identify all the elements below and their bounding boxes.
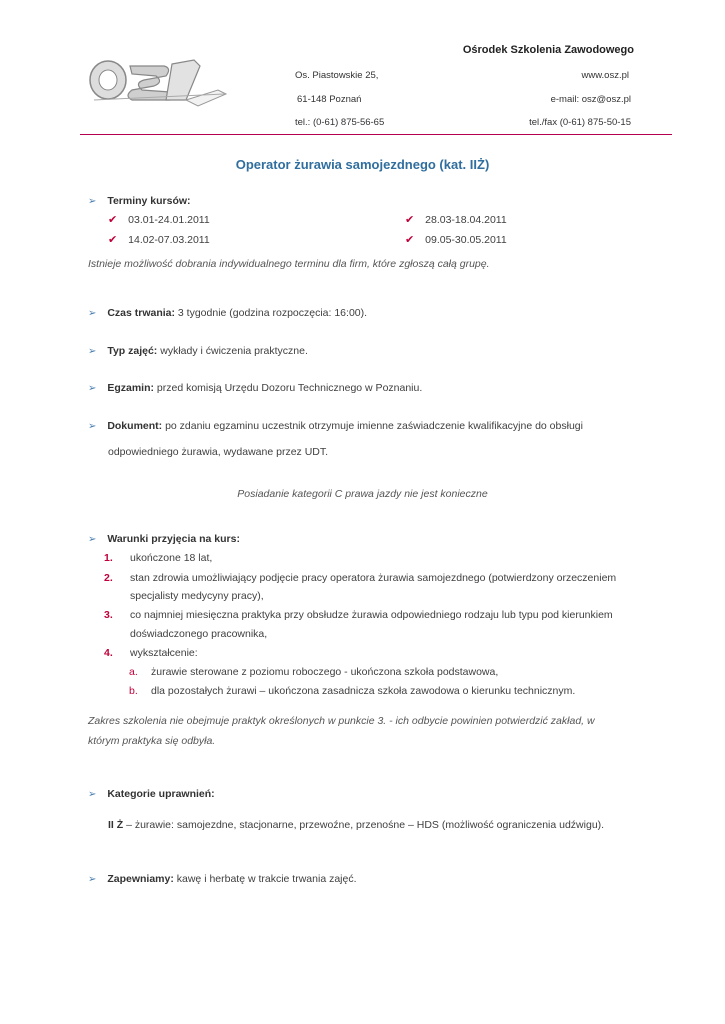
classes-text: wykłady i ćwiczenia praktyczne. (157, 345, 308, 357)
duration-label: Czas trwania: (107, 307, 175, 319)
categories-row (108, 819, 604, 831)
condition-number: 4. (104, 647, 113, 659)
phone: tel.: (0-61) 875-56-65 (295, 117, 385, 128)
categories-section (88, 788, 215, 800)
sub-text: dla pozostałych żurawi – ukończona zasadnicza szkoła zawodowa o kierunku technicznym. (151, 685, 576, 697)
category-code: II Ż (108, 819, 124, 831)
address-line1: Os. Piastowskie 25, (295, 70, 379, 81)
term-date-2 (108, 233, 210, 246)
terms-note: Istnieje możliwość dobrania indywidualnego terminu dla firm, które zgłoszą całą grupę. (88, 258, 490, 270)
provide-text: kawę i herbatę w trakcie trwania zajęć. (173, 873, 357, 885)
provide-row (88, 873, 357, 885)
check-icon: ✔ (405, 214, 415, 226)
term-date-text: 09.05-30.05.2011 (425, 234, 507, 246)
arrow-bullet-icon: ➢ (88, 789, 97, 800)
condition-number: 1. (104, 552, 113, 564)
conditions-note-cont: którym praktyka się odbyła. (88, 735, 216, 747)
arrow-bullet-icon: ➢ (88, 308, 97, 319)
sub-letter: b. (129, 685, 138, 697)
condition-number: 2. (104, 572, 113, 584)
term-date-text: 03.01-24.01.2011 (128, 214, 210, 226)
terms-label: Terminy kursów: (107, 195, 191, 207)
conditions-note: Zakres szkolenia nie obejmuje praktyk określonych w punkcie 3. - ich odbycie powinien potwierdzić zakład, w (88, 715, 595, 727)
check-icon: ✔ (108, 214, 118, 226)
header-divider (80, 134, 672, 135)
condition-text: wykształcenie: (130, 647, 198, 659)
term-date-text: 28.03-18.04.2011 (425, 214, 507, 226)
exam-label: Egzamin: (107, 382, 154, 394)
document-label: Dokument: (107, 420, 163, 432)
sub-letter: a. (129, 666, 138, 678)
terms-section (88, 195, 191, 207)
term-date-1 (108, 213, 210, 226)
document-text-cont: odpowiedniego żurawia, wydawane przez UDT. (108, 446, 329, 458)
provide-label: Zapewniamy: (107, 873, 174, 885)
condition-text: doświadczonego pracownika, (130, 628, 268, 640)
condition-text: stan zdrowia umożliwiający podjęcie pracy operatora żurawia samojezdnego (potwierdzony orzeczeniem (130, 572, 617, 584)
arrow-bullet-icon: ➢ (88, 421, 97, 432)
condition-text: ukończone 18 lat, (130, 552, 213, 564)
duration-row (88, 307, 367, 319)
arrow-bullet-icon: ➢ (88, 874, 97, 885)
fax: tel./fax (0-61) 875-50-15 (529, 117, 631, 128)
classes-label: Typ zajęć: (107, 345, 158, 357)
category-text: – żurawie: samojezdne, stacjonarne, przewoźne, przenośne – HDS (możliwość ograniczenia udźwigu). (123, 819, 605, 831)
osz-logo (86, 56, 232, 108)
conditions-section (88, 533, 240, 545)
check-icon: ✔ (108, 234, 118, 246)
page-title: Operator żurawia samojezdnego (kat. IIŻ) (235, 157, 490, 172)
address-line2: 61-148 Poznań (297, 94, 362, 105)
document-row (88, 420, 583, 432)
email-link[interactable]: e-mail: osz@osz.pl (550, 94, 631, 105)
exam-row (88, 382, 422, 394)
conditions-label: Warunki przyjęcia na kurs: (107, 533, 240, 545)
license-note: Posiadanie kategorii C prawa jazdy nie jest konieczne (237, 488, 488, 500)
exam-text: przed komisją Urzędu Dozoru Technicznego w Poznaniu. (153, 382, 423, 394)
arrow-bullet-icon: ➢ (88, 346, 97, 357)
arrow-bullet-icon: ➢ (88, 534, 97, 545)
arrow-bullet-icon: ➢ (88, 196, 97, 207)
condition-text: specjalisty medycyny pracy), (130, 590, 264, 602)
logo-graphic (86, 56, 232, 108)
check-icon: ✔ (405, 234, 415, 246)
condition-number: 3. (104, 609, 113, 621)
document-text: po zdaniu egzaminu uczestnik otrzymuje imienne zaświadczenie kwalifikacyjne do obsługi (162, 420, 583, 432)
duration-text: 3 tygodnie (godzina rozpoczęcia: 16:00). (175, 307, 368, 319)
term-date-4 (405, 233, 507, 246)
arrow-bullet-icon: ➢ (88, 383, 97, 394)
classes-row (88, 345, 308, 357)
website-link[interactable]: www.osz.pl (581, 70, 629, 81)
org-name: Ośrodek Szkolenia Zawodowego (462, 44, 634, 56)
categories-label: Kategorie uprawnień: (107, 788, 215, 800)
term-date-3 (405, 213, 507, 226)
condition-text: co najmniej miesięczna praktyka przy obsłudze żurawia odpowiedniego rodzaju lub typu pod kierunkiem (130, 609, 613, 621)
term-date-text: 14.02-07.03.2011 (128, 234, 210, 246)
sub-text: żurawie sterowane z poziomu roboczego - ukończona szkoła podstawowa, (151, 666, 499, 678)
